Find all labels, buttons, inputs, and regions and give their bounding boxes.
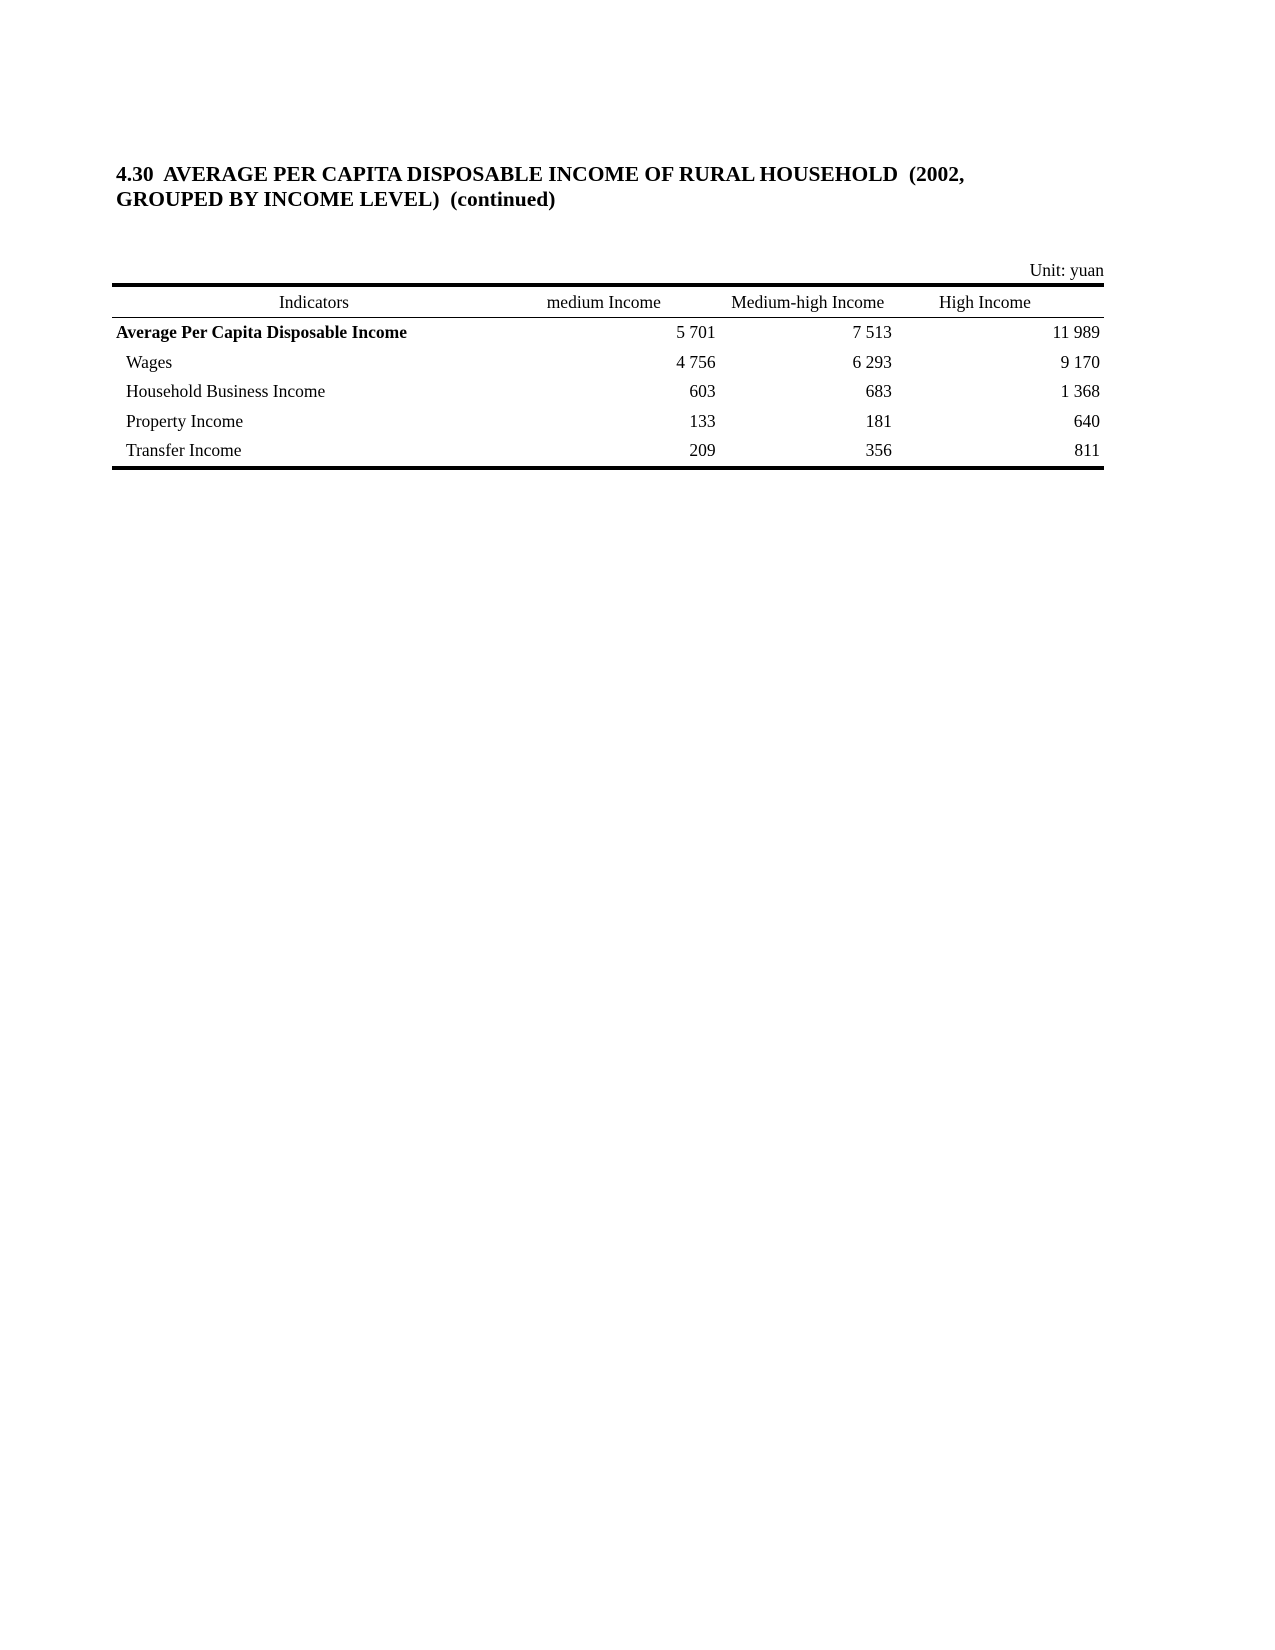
cell-high-income: 640: [1073, 410, 1100, 431]
row-label: Household Business Income: [126, 381, 326, 402]
cell-medium-income: 4 756: [676, 351, 716, 372]
cell-medium-high-income: 181: [865, 410, 892, 431]
header-medium-high-income: Medium-high Income: [731, 291, 885, 312]
table-row: [112, 377, 1104, 407]
page-title: [116, 162, 1096, 212]
cell-medium-income: 603: [689, 381, 716, 402]
table-header-row: [112, 285, 1104, 318]
cell-medium-income: 133: [689, 410, 716, 431]
table-row: [112, 407, 1104, 437]
cell-medium-income: 209: [689, 440, 716, 461]
cell-high-income: 11 989: [1052, 322, 1100, 343]
row-label: Average Per Capita Disposable Income: [116, 322, 407, 343]
table-row: [112, 348, 1104, 378]
unit-label: Unit: yuan: [1029, 260, 1104, 280]
header-high-income: High Income: [939, 291, 1031, 312]
cell-medium-high-income: 683: [865, 381, 892, 402]
header-medium-income: medium Income: [546, 291, 661, 312]
cell-high-income: 811: [1074, 440, 1100, 461]
table-row: [112, 436, 1104, 468]
row-label: Transfer Income: [126, 440, 242, 461]
cell-medium-income: 5 701: [676, 322, 716, 343]
cell-high-income: 1 368: [1060, 381, 1100, 402]
cell-medium-high-income: 7 513: [852, 322, 892, 343]
page-title-line-1: 4.30 AVERAGE PER CAPITA DISPOSABLE INCOME OF RURAL HOUSEHOLD (2002,: [116, 162, 965, 186]
cell-medium-high-income: 356: [865, 440, 892, 461]
table-row: [112, 318, 1104, 348]
row-label: Property Income: [126, 410, 244, 431]
page-title-line-2: GROUPED BY INCOME LEVEL) (continued): [116, 187, 556, 211]
cell-medium-high-income: 6 293: [852, 351, 892, 372]
income-table: [112, 283, 1104, 470]
row-label: Wages: [126, 351, 173, 372]
header-indicators: Indicators: [278, 291, 349, 312]
cell-high-income: 9 170: [1060, 351, 1100, 372]
